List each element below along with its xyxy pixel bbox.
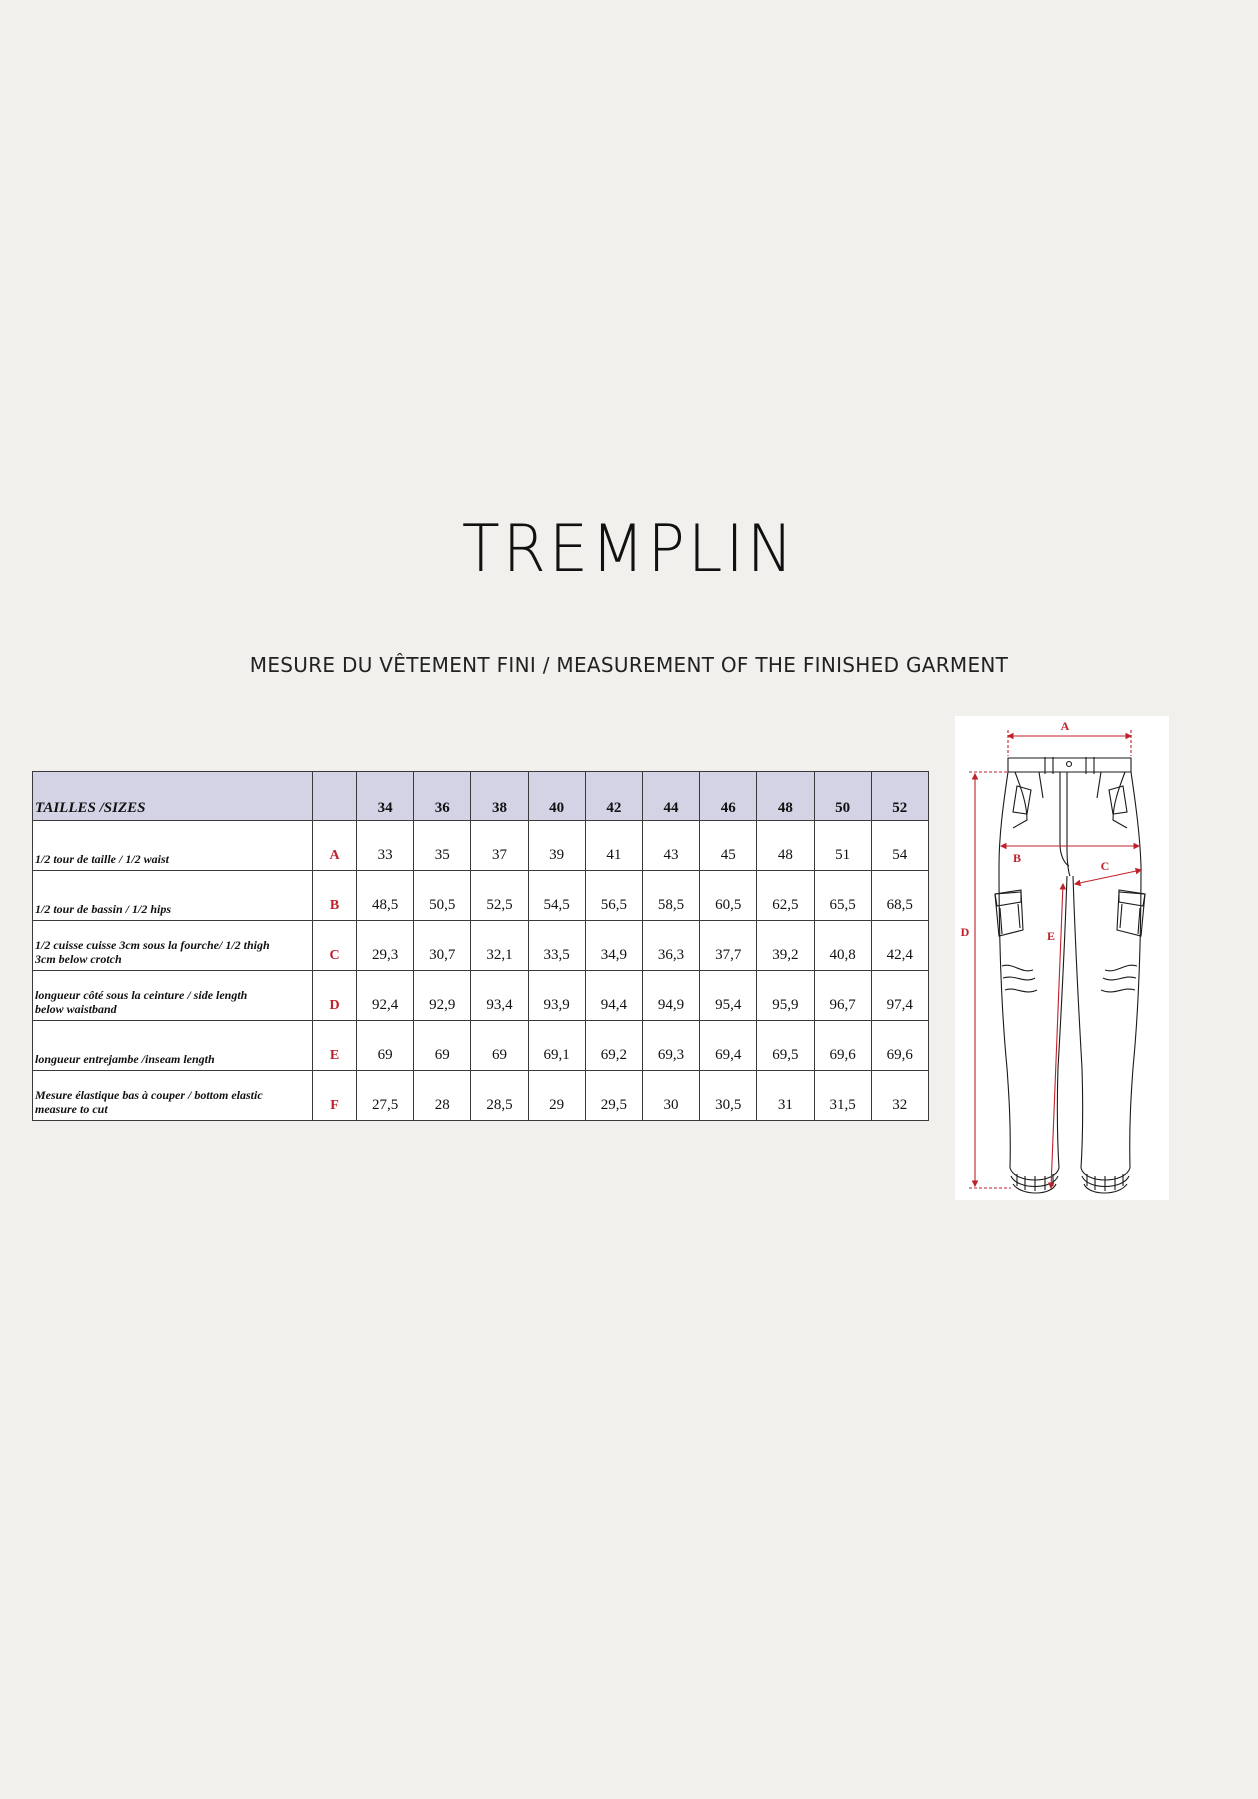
measurement-value: 35 <box>414 821 471 871</box>
measurement-value: 32 <box>871 1071 928 1121</box>
measurement-value: 65,5 <box>814 871 871 921</box>
size-header-38: 38 <box>471 772 528 821</box>
diagram-label-d: D <box>960 925 970 939</box>
diagram-label-a: A <box>1060 719 1070 733</box>
measurement-value: 69,1 <box>528 1021 585 1071</box>
measurement-value: 69 <box>357 1021 414 1071</box>
measurement-value: 48 <box>757 821 814 871</box>
measurement-label <box>33 1021 313 1071</box>
letter-header-cell <box>313 772 357 821</box>
measurement-letter: C <box>313 921 357 971</box>
measurement-value: 96,7 <box>814 971 871 1021</box>
measurement-value: 97,4 <box>871 971 928 1021</box>
measurement-value: 41 <box>585 821 642 871</box>
measurement-value: 52,5 <box>471 871 528 921</box>
measurement-value: 33 <box>357 821 414 871</box>
measurement-value: 92,9 <box>414 971 471 1021</box>
measurement-value: 94,9 <box>642 971 699 1021</box>
measurement-label-line: 3cm below crotch <box>35 952 122 966</box>
measurement-label <box>33 871 313 921</box>
measurement-value: 48,5 <box>357 871 414 921</box>
measurement-value: 43 <box>642 821 699 871</box>
measurement-label-line: longueur côté sous la ceinture / side length <box>35 988 248 1002</box>
measurement-value: 60,5 <box>700 871 757 921</box>
measurement-value: 28,5 <box>471 1071 528 1121</box>
measurement-label <box>33 971 313 1021</box>
measurement-label-line: 1/2 tour de bassin / 1/2 hips <box>35 902 172 916</box>
measurement-value: 45 <box>700 821 757 871</box>
measurement-value: 50,5 <box>414 871 471 921</box>
measurement-row <box>33 821 929 871</box>
measurement-value: 54,5 <box>528 871 585 921</box>
measurement-letter: E <box>313 1021 357 1071</box>
measurement-label-line: 1/2 cuisse cuisse 3cm sous la fourche/ 1/2 thigh <box>35 938 270 952</box>
measurement-value: 37,7 <box>700 921 757 971</box>
measurement-letter: F <box>313 1071 357 1121</box>
measurement-value: 34,9 <box>585 921 642 971</box>
measurement-value: 51 <box>814 821 871 871</box>
measurement-label-line: longueur entrejambe /inseam length <box>35 1052 215 1066</box>
measurement-value: 69,4 <box>700 1021 757 1071</box>
measurement-value: 29 <box>528 1071 585 1121</box>
brand-title: TREMPLIN <box>461 510 797 587</box>
size-header-48: 48 <box>757 772 814 821</box>
size-header-row <box>33 772 929 821</box>
diagram-label-e: E <box>1046 929 1056 943</box>
measurement-value: 54 <box>871 821 928 871</box>
measurement-label <box>33 921 313 971</box>
measurement-value: 93,4 <box>471 971 528 1021</box>
measurement-row <box>33 921 929 971</box>
measurement-label-line: measure to cut <box>35 1102 108 1116</box>
measurement-value: 69,6 <box>814 1021 871 1071</box>
measurement-value: 28 <box>414 1071 471 1121</box>
pants-diagram <box>955 716 1169 1200</box>
measurement-value: 39 <box>528 821 585 871</box>
measurement-label-line: below waistband <box>35 1002 117 1016</box>
measurement-value: 37 <box>471 821 528 871</box>
measurement-row <box>33 1021 929 1071</box>
measurement-label <box>33 821 313 871</box>
measurement-label-line: 1/2 tour de taille / 1/2 waist <box>35 852 170 866</box>
measurement-value: 94,4 <box>585 971 642 1021</box>
measurement-value: 31 <box>757 1071 814 1121</box>
measurement-row <box>33 871 929 921</box>
size-header-34: 34 <box>357 772 414 821</box>
measurement-value: 69 <box>414 1021 471 1071</box>
measurement-value: 29,3 <box>357 921 414 971</box>
size-header-label: TAILLES /SIZES <box>33 772 313 821</box>
measurement-value: 68,5 <box>871 871 928 921</box>
cargo-pants-icon <box>955 716 1169 1200</box>
diagram-label-c: C <box>1100 859 1110 873</box>
measurement-value: 69,5 <box>757 1021 814 1071</box>
size-header-46: 46 <box>700 772 757 821</box>
measurement-value: 39,2 <box>757 921 814 971</box>
measurement-value: 30,7 <box>414 921 471 971</box>
measurement-letter: B <box>313 871 357 921</box>
measurement-value: 36,3 <box>642 921 699 971</box>
size-header-36: 36 <box>414 772 471 821</box>
measurement-value: 27,5 <box>357 1071 414 1121</box>
measurement-label <box>33 1071 313 1121</box>
measurement-value: 69,2 <box>585 1021 642 1071</box>
measurement-label-line: Mesure élastique bas à couper / bottom elastic <box>35 1088 263 1102</box>
measurement-value: 92,4 <box>357 971 414 1021</box>
size-header-40: 40 <box>528 772 585 821</box>
measurement-value: 29,5 <box>585 1071 642 1121</box>
size-chart-table <box>32 771 929 1121</box>
measurement-value: 33,5 <box>528 921 585 971</box>
measurement-letter: A <box>313 821 357 871</box>
measurement-value: 30 <box>642 1071 699 1121</box>
measurement-value: 93,9 <box>528 971 585 1021</box>
measurement-value: 56,5 <box>585 871 642 921</box>
measurement-value: 40,8 <box>814 921 871 971</box>
measurement-value: 95,4 <box>700 971 757 1021</box>
measurement-value: 31,5 <box>814 1071 871 1121</box>
measurement-value: 95,9 <box>757 971 814 1021</box>
measurement-value: 30,5 <box>700 1071 757 1121</box>
measurement-value: 42,4 <box>871 921 928 971</box>
measurement-value: 62,5 <box>757 871 814 921</box>
size-header-50: 50 <box>814 772 871 821</box>
measurement-value: 32,1 <box>471 921 528 971</box>
measurement-value: 69 <box>471 1021 528 1071</box>
page-subtitle: MESURE DU VÊTEMENT FINI / MEASUREMENT OF THE FINISHED GARMENT <box>249 653 1009 677</box>
size-header-44: 44 <box>642 772 699 821</box>
measurement-value: 58,5 <box>642 871 699 921</box>
measurement-value: 69,3 <box>642 1021 699 1071</box>
measurement-letter: D <box>313 971 357 1021</box>
size-header-52: 52 <box>871 772 928 821</box>
measurement-row <box>33 1071 929 1121</box>
diagram-label-b: B <box>1012 851 1022 865</box>
measurement-row <box>33 971 929 1021</box>
measurement-value: 69,6 <box>871 1021 928 1071</box>
size-header-42: 42 <box>585 772 642 821</box>
